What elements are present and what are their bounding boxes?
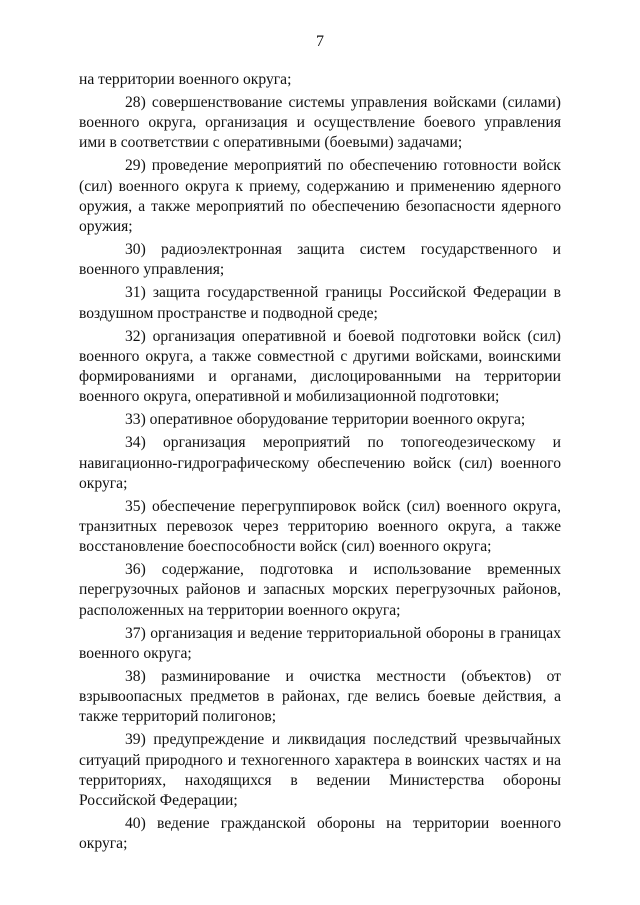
paragraph-item-28: 28) совершенствование системы управления войсками (силами) военного округа, организация и осуществление боевого управления ими в соответствии с оперативными (боевыми) задачами; bbox=[79, 93, 561, 152]
paragraph-item-38: 38) разминирование и очистка местности (объектов) от взрывоопасных предметов в районах, где велись боевые действия, а также территорий полигонов; bbox=[79, 667, 561, 726]
paragraph-item-37: 37) организация и ведение территориальной обороны в границах военного округа; bbox=[79, 624, 561, 662]
paragraph-item-32: 32) организация оперативной и боевой подготовки войск (сил) военного округа, а также совместной с другими войсками, воинскими формированиями и органами, дислоцированными на территории военного округа, оперативной и мобилизационной подготовки; bbox=[79, 327, 561, 406]
paragraph-item-33: 33) оперативное оборудование территории военного округа; bbox=[125, 411, 526, 429]
paragraph-item-29: 29) проведение мероприятий по обеспечению готовности войск (сил) военного округа к приему, содержанию и применению ядерного оружия, а также мероприятий по обеспечению безопасности ядерного оружия; bbox=[79, 157, 561, 236]
paragraph-item-35: 35) обеспечение перегруппировок войск (сил) военного округа, транзитных перевозок через территорию военного округа, а также восстановление боеспособности войск (сил) военного округа; bbox=[79, 497, 561, 556]
paragraph-item-31: 31) защита государственной границы Российской Федерации в воздушном пространстве и подводной среде; bbox=[79, 284, 561, 322]
paragraph-continuation: на территории военного округа; bbox=[79, 71, 292, 88]
document-body bbox=[79, 70, 561, 857]
paragraph-item-36: 36) содержание, подготовка и использование временных перегрузочных районов и запасных морских перегрузочных районов, расположенных на территории военного округа; bbox=[79, 561, 561, 619]
page-number: 7 bbox=[316, 33, 324, 50]
paragraph-item-40: 40) ведение гражданской обороны на территории военного округа; bbox=[79, 815, 561, 853]
paragraph-item-34: 34) организация мероприятий по топогеодезическому и навигационно-гидрографическому обеспечению войск (сил) военного округа; bbox=[79, 434, 561, 492]
paragraph-item-30: 30) радиоэлектронная защита систем государственного и военного управления; bbox=[79, 241, 561, 279]
paragraph-item-39: 39) предупреждение и ликвидация последствий чрезвычайных ситуаций природного и техногенного характера в воинских частях и на территориях, находящихся в ведении Министерства обороны Российской Федерации; bbox=[79, 731, 561, 810]
